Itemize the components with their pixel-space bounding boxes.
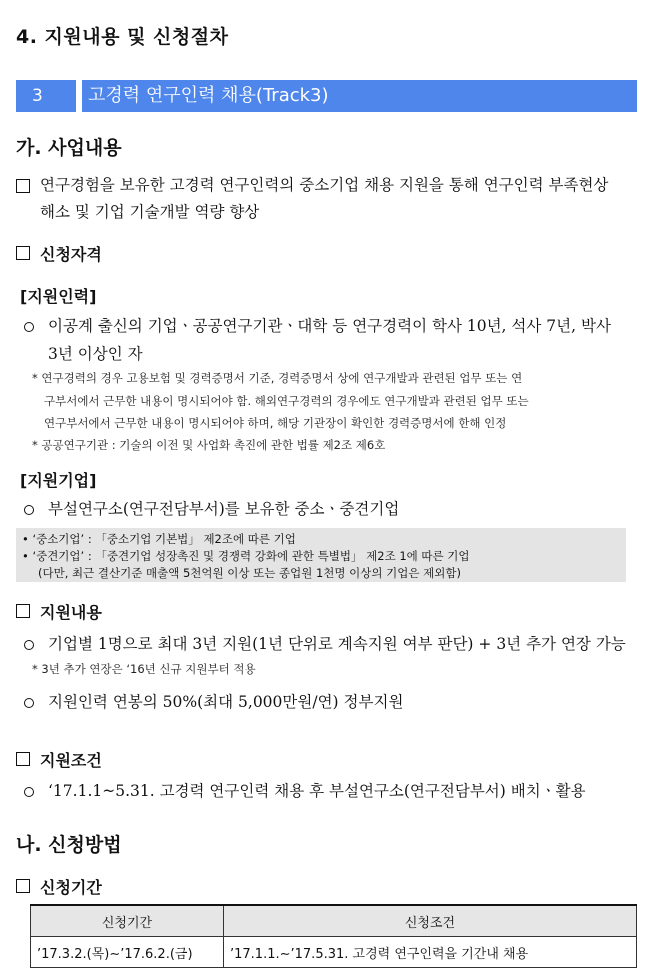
support-line2: 지원인력 연봉의 50%(최대 5,000만원/연) 정부지원 bbox=[48, 693, 404, 711]
checkbox-icon bbox=[16, 179, 30, 193]
track-number: 3 bbox=[32, 86, 43, 106]
checkbox-icon bbox=[16, 604, 30, 618]
checkbox-icon bbox=[16, 879, 30, 893]
qualification-heading: 신청자격 bbox=[40, 245, 102, 264]
condition-heading: 지원조건 bbox=[40, 751, 102, 770]
def1: • ‘중소기업’ : 「중소기업 기본법」 제2조에 따른 기업 bbox=[22, 532, 296, 546]
application-table bbox=[30, 904, 637, 968]
def2: • ‘중견기업’ : 「중견기업 성장촉진 및 경쟁력 강화에 관한 특별법」 제2조 1에 따른 기업 bbox=[22, 549, 470, 563]
ga-heading: 가. 사업내용 bbox=[16, 137, 122, 159]
checkbox-icon bbox=[16, 246, 30, 260]
circle-bullet-icon bbox=[24, 698, 34, 708]
definition-box bbox=[16, 528, 626, 582]
personnel-item bbox=[24, 314, 611, 336]
circle-bullet-icon bbox=[24, 787, 34, 797]
support-item2 bbox=[24, 690, 403, 712]
personnel-line1: 이공계 출신의 기업ㆍ공공연구기관ㆍ대학 등 연구경력이 학사 10년, 석사 7년, 박사 bbox=[48, 317, 611, 335]
note2: * 공공연구기관 : 기술의 이전 및 사업화 촉진에 관한 법률 제2조 제6호 bbox=[32, 438, 386, 452]
table-cell-condition: ’17.1.1.∼’17.5.31. 고경력 연구인력을 기간내 채용 bbox=[224, 937, 637, 968]
ga-item-line1: 연구경험을 보유한 고경력 연구인력의 중소기업 채용 지원을 통해 연구인력 부족현상 bbox=[40, 176, 609, 194]
personnel-heading: [지원인력] bbox=[20, 287, 97, 306]
circle-bullet-icon bbox=[24, 505, 34, 515]
personnel-line2: 3년 이상인 자 bbox=[48, 345, 143, 363]
track-title: 고경력 연구인력 채용(Track3) bbox=[88, 85, 329, 106]
company-item bbox=[24, 497, 399, 519]
ga-item-line2: 해소 및 기업 기술개발 역량 향상 bbox=[40, 203, 260, 221]
support-line1: 기업별 1명으로 최대 3년 지원(1년 단위로 계속지원 여부 판단) + 3년 추가 연장 가능 bbox=[48, 635, 626, 653]
section-heading: 4. 지원내용 및 신청절차 bbox=[16, 26, 229, 48]
table-header-period: 신청기간 bbox=[31, 905, 224, 937]
circle-bullet-icon bbox=[24, 640, 34, 650]
track-divider bbox=[76, 80, 82, 112]
table-cell-period: ’17.3.2.(목)∼’17.6.2.(금) bbox=[31, 937, 224, 968]
condition-item bbox=[24, 779, 586, 801]
track-banner bbox=[16, 80, 637, 112]
support-note: * 3년 추가 연장은 ‘16년 신규 지원부터 적용 bbox=[32, 662, 256, 676]
note1-line3: 연구부서에서 근무한 내용이 명시되어야 하며, 해당 기관장이 확인한 경력증명서에 한해 인정 bbox=[44, 416, 507, 430]
period-heading: 신청기간 bbox=[40, 878, 102, 897]
note1-line1: * 연구경력의 경우 고용보험 및 경력증명서 기준, 경력증명서 상에 연구개발과 관련된 업무 또는 연 bbox=[32, 371, 523, 385]
table-row bbox=[31, 937, 637, 968]
table-header-condition: 신청조건 bbox=[224, 905, 637, 937]
support-heading: 지원내용 bbox=[40, 603, 102, 622]
company-heading: [지원기업] bbox=[20, 471, 97, 490]
condition-line: ‘17.1.1~5.31. 고경력 연구인력 채용 후 부설연구소(연구전담부서) 배치ㆍ활용 bbox=[48, 782, 586, 800]
note1-line2: 구부서에서 근무한 내용이 명시되어야 함. 해외연구경력의 경우에도 연구개발과 관련된 업무 또는 bbox=[44, 394, 529, 408]
company-line: 부설연구소(연구전담부서)를 보유한 중소ㆍ중견기업 bbox=[48, 500, 400, 518]
table-header-row bbox=[31, 905, 637, 937]
def3: (다만, 최근 결산기준 매출액 5천억원 이상 또는 종업원 1천명 이상의 기업은 제외함) bbox=[38, 566, 461, 580]
checkbox-icon bbox=[16, 752, 30, 766]
circle-bullet-icon bbox=[24, 322, 34, 332]
support-item1 bbox=[24, 632, 626, 654]
na-heading: 나. 신청방법 bbox=[16, 834, 122, 856]
